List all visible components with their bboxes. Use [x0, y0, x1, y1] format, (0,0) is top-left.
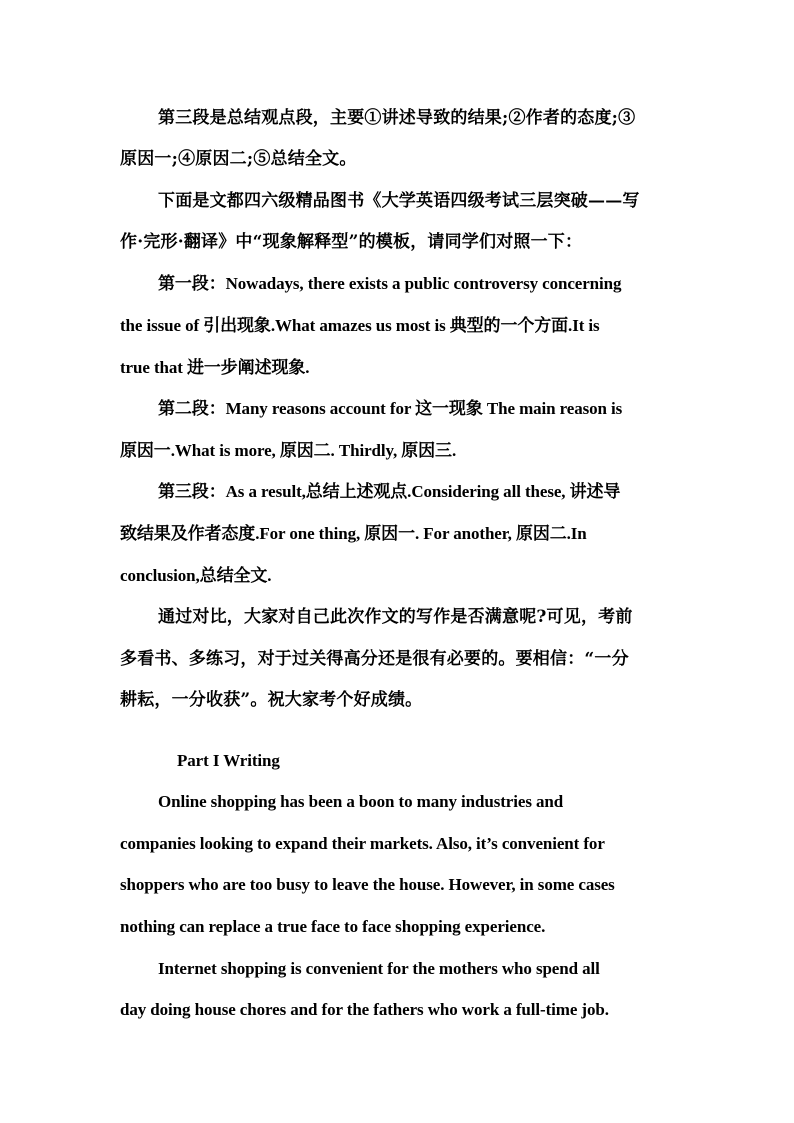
text-line: 作·完形·翻译》中“现象解释型”的模板，请同学们对照一下：: [120, 232, 583, 252]
essay-line: nothing can replace a true face to face shopping experience.: [120, 917, 546, 936]
text-line: true that 进一步阐述现象.: [120, 358, 310, 377]
text-line: 下面是文都四六级精品图书《大学英语四级考试三层突破——写: [158, 191, 640, 211]
essay-line: shoppers who are too busy to leave the house. However, in some cases: [120, 875, 615, 894]
text-line: 第三段是总结观点段，主要①讲述导致的结果;②作者的态度;③: [158, 108, 636, 128]
essay-line: Online shopping has been a boon to many industries and: [158, 792, 564, 811]
essay-line: companies looking to expand their markets. Also, it’s convenient for: [120, 834, 605, 853]
text-line: 第三段：As a result,总结上述观点.Considering all these, 讲述导: [158, 482, 621, 501]
text-line: conclusion,总结全文.: [120, 566, 272, 585]
essay-line: day doing house chores and for the fathers who work a full-time job.: [120, 1000, 609, 1019]
essay-line: Internet shopping is convenient for the mothers who spend all: [158, 959, 600, 978]
text-line: 多看书、多练习，对于过关得高分还是很有必要的。要相信：“一分: [120, 649, 629, 669]
text-line: 通过对比，大家对自己此次作文的写作是否满意呢?可见，考前: [158, 607, 633, 627]
text-line: 第一段：Nowadays, there exists a public controversy concerning: [158, 274, 622, 293]
text-line: 第二段：Many reasons account for 这一现象 The main reason is: [158, 399, 623, 418]
text-line: 致结果及作者态度.For one thing, 原因一. For another, 原因二.In: [120, 524, 587, 543]
text-line: 耕耘，一分收获”。祝大家考个好成绩。: [120, 690, 423, 710]
text-line: 原因一;④原因二;⑤总结全文。: [120, 149, 357, 169]
text-line: the issue of 引出现象.What amazes us most is 典型的一个方面.It is: [120, 316, 600, 335]
section-heading: Part I Writing: [177, 751, 280, 770]
text-line: 原因一.What is more, 原因二. Thirdly, 原因三.: [120, 441, 457, 460]
